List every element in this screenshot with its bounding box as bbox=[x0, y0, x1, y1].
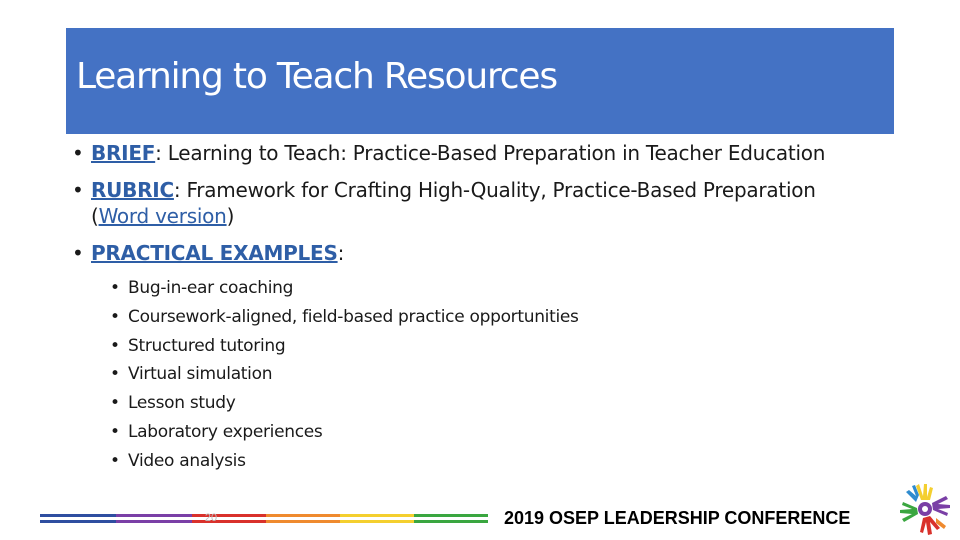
footer-line-segment bbox=[266, 514, 340, 517]
rubric-text: : Framework for Crafting High-Quality, Practice-Based Preparation bbox=[173, 178, 816, 202]
example-item bbox=[110, 274, 579, 303]
example-item bbox=[110, 303, 579, 332]
main-content bbox=[72, 140, 932, 277]
footer-line-segment bbox=[266, 520, 340, 523]
footer-line-segment bbox=[340, 520, 414, 523]
example-item bbox=[110, 332, 579, 361]
example-label: Lesson study bbox=[128, 393, 236, 414]
footer-line-segment bbox=[116, 514, 192, 517]
footer-line-segment bbox=[414, 520, 488, 523]
word-version-link[interactable]: Word version bbox=[98, 204, 227, 228]
bullet-glyph: • bbox=[110, 450, 120, 471]
conference-name: 2019 OSEP LEADERSHIP CONFERENCE bbox=[504, 508, 851, 528]
example-label: Laboratory experiences bbox=[128, 421, 323, 442]
footer-line-segment bbox=[414, 514, 488, 517]
example-item bbox=[110, 447, 579, 476]
example-label: Video analysis bbox=[128, 450, 246, 471]
page-number: 20 bbox=[204, 512, 218, 524]
footer-line-segment bbox=[40, 520, 116, 523]
footer-line-segment bbox=[40, 514, 116, 517]
practical-examples-list bbox=[110, 274, 579, 476]
example-item bbox=[110, 418, 579, 447]
bullet-glyph: • bbox=[110, 278, 120, 298]
example-label: Structured tutoring bbox=[128, 335, 286, 356]
word-version-line bbox=[91, 203, 932, 229]
resource-list bbox=[72, 140, 932, 266]
example-label: Virtual simulation bbox=[128, 364, 273, 385]
list-item-rubric bbox=[72, 177, 932, 229]
title-bar bbox=[66, 28, 894, 134]
bullet-glyph: • bbox=[110, 335, 120, 356]
bullet-glyph: • bbox=[72, 178, 84, 202]
brief-link[interactable]: BRIEF bbox=[91, 141, 156, 165]
paren-open: ( bbox=[91, 204, 99, 228]
bullet-glyph: • bbox=[72, 141, 84, 165]
rubric-link[interactable]: RUBRIC bbox=[91, 178, 174, 202]
slide-title: Learning to Teach Resources bbox=[76, 56, 557, 97]
bullet-glyph: • bbox=[110, 393, 120, 414]
example-item bbox=[110, 389, 579, 418]
bullet-glyph: • bbox=[110, 306, 120, 327]
practical-examples-colon: : bbox=[337, 241, 345, 265]
list-item-practical-examples bbox=[72, 240, 932, 266]
example-item bbox=[110, 360, 579, 389]
footer-line-segment bbox=[340, 514, 414, 517]
paren-close: ) bbox=[226, 204, 235, 228]
example-label: Coursework-aligned, field-based practice opportunities bbox=[128, 306, 579, 327]
brief-text: : Learning to Teach: Practice-Based Preparation in Teacher Education bbox=[155, 141, 826, 165]
footer-line-segment bbox=[116, 520, 192, 523]
example-label: Bug-in-ear coaching bbox=[128, 278, 294, 298]
bullet-glyph: • bbox=[72, 241, 84, 265]
bullet-glyph: • bbox=[110, 421, 120, 442]
practical-examples-link[interactable]: PRACTICAL EXAMPLES bbox=[91, 241, 338, 265]
bullet-glyph: • bbox=[110, 364, 120, 385]
list-item-brief bbox=[72, 140, 932, 166]
conference-logo-hands-icon bbox=[894, 478, 956, 538]
footer-color-lines bbox=[40, 514, 490, 526]
